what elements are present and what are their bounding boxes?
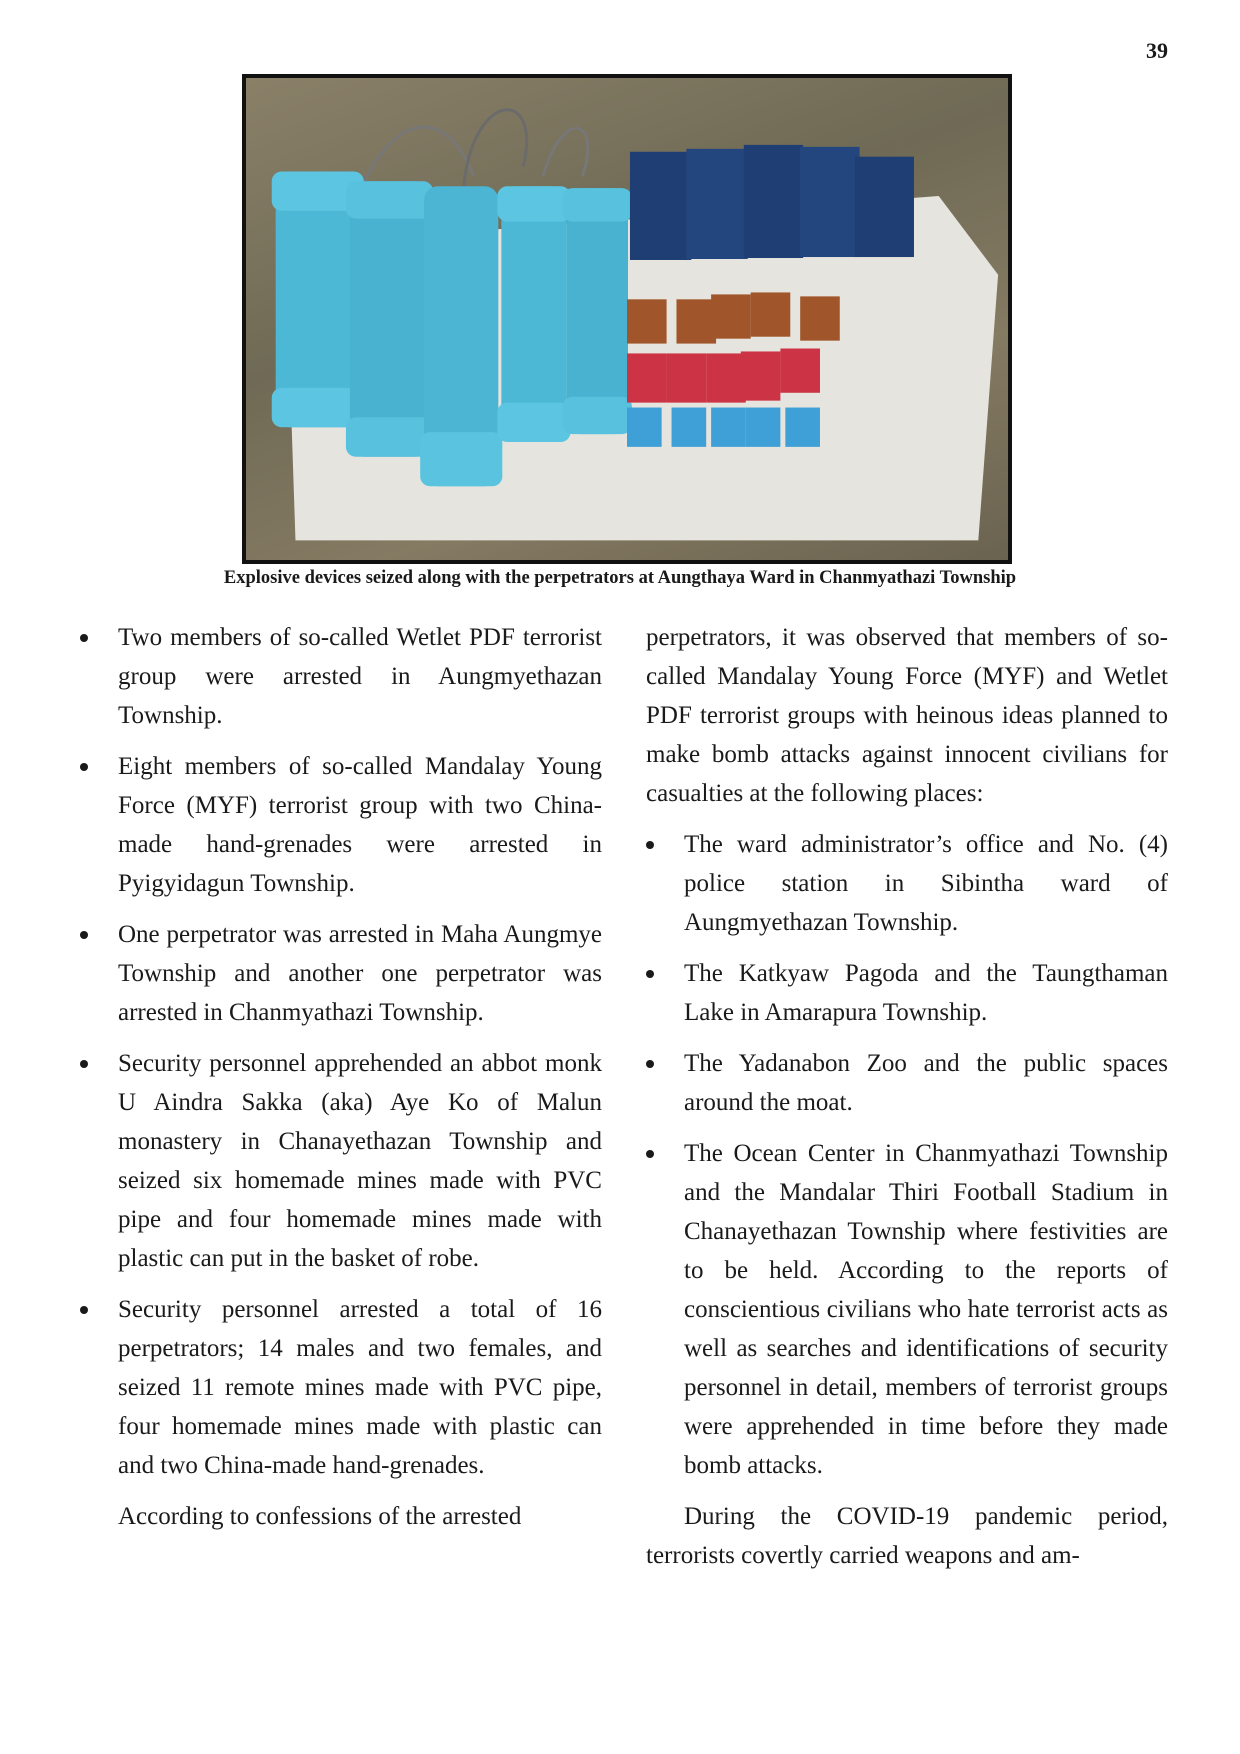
right-bullet-list — [646, 825, 1168, 1485]
phone-boxes — [630, 145, 914, 260]
paragraph: During the COVID-19 pandemic period, terrorists covertly carried weapons and am- — [646, 1503, 1168, 1569]
right-column — [646, 618, 1168, 1587]
list-item: The ward administrator’s office and No. (4) police station in Sibintha ward of Aungmyethazan Township. — [646, 825, 1168, 942]
list-item: The Katkyaw Pagoda and the Taungthaman Lake in Amarapura Township. — [646, 954, 1168, 1032]
list-item: One perpetrator was arrested in Maha Aungmye Township and another one perpetrator was arrested in Chanmyathazi Township. — [80, 915, 602, 1032]
list-item: Security personnel arrested a total of 16 perpetrators; 14 males and two females, and seized 11 remote mines made with PVC pipe, four homemade mines made with plastic can and two China-made hand-grenades. — [80, 1290, 602, 1485]
list-item: The Yadanabon Zoo and the public spaces around the moat. — [646, 1044, 1168, 1122]
left-bullet-list — [80, 618, 602, 1485]
photo-illustration — [246, 78, 1008, 560]
seized-explosives-photo — [242, 74, 1012, 564]
paragraph: perpetrators, it was observed that members of so-called Mandalay Young Force (MYF) and Wetlet PDF terrorist groups with heinous ideas planned to make bomb attacks against innocent civilians for casualties at the following places: — [646, 624, 1168, 807]
photo-caption: Explosive devices seized along with the perpetrators at Aungthaya Ward in Chanmyathazi Township — [223, 568, 1017, 588]
list-item: Security personnel apprehended an abbot monk U Aindra Sakka (aka) Aye Ko of Malun monastery in Chanayethazan Township and seized six homemade mines made with PVC pipe and four homemade mines made with plastic can put in the basket of robe. — [80, 1044, 602, 1278]
list-item: Two members of so-called Wetlet PDF terrorist group were arrested in Aungmyethazan Township. — [80, 618, 602, 735]
paragraph: According to confessions of the arrested — [118, 1503, 522, 1530]
list-item: The Ocean Center in Chanmyathazi Township and the Mandalar Thiri Football Stadium in Chanayethazan Township where festivities are to be held. According to the reports of conscientious civilians who hate terrorist acts as well as searches and identifications of security personnel in detail, members of terrorist groups were apprehended in time before they made bomb attacks. — [646, 1134, 1168, 1485]
left-column — [80, 618, 602, 1548]
list-item: Eight members of so-called Mandalay Young Force (MYF) terrorist group with two China-made hand-grenades were arrested in Pyigyidagun Township. — [80, 747, 602, 903]
circuit-boards — [627, 292, 840, 343]
wire — [543, 128, 588, 176]
page-number: 39 — [1146, 38, 1168, 63]
sim-cards — [627, 408, 820, 447]
